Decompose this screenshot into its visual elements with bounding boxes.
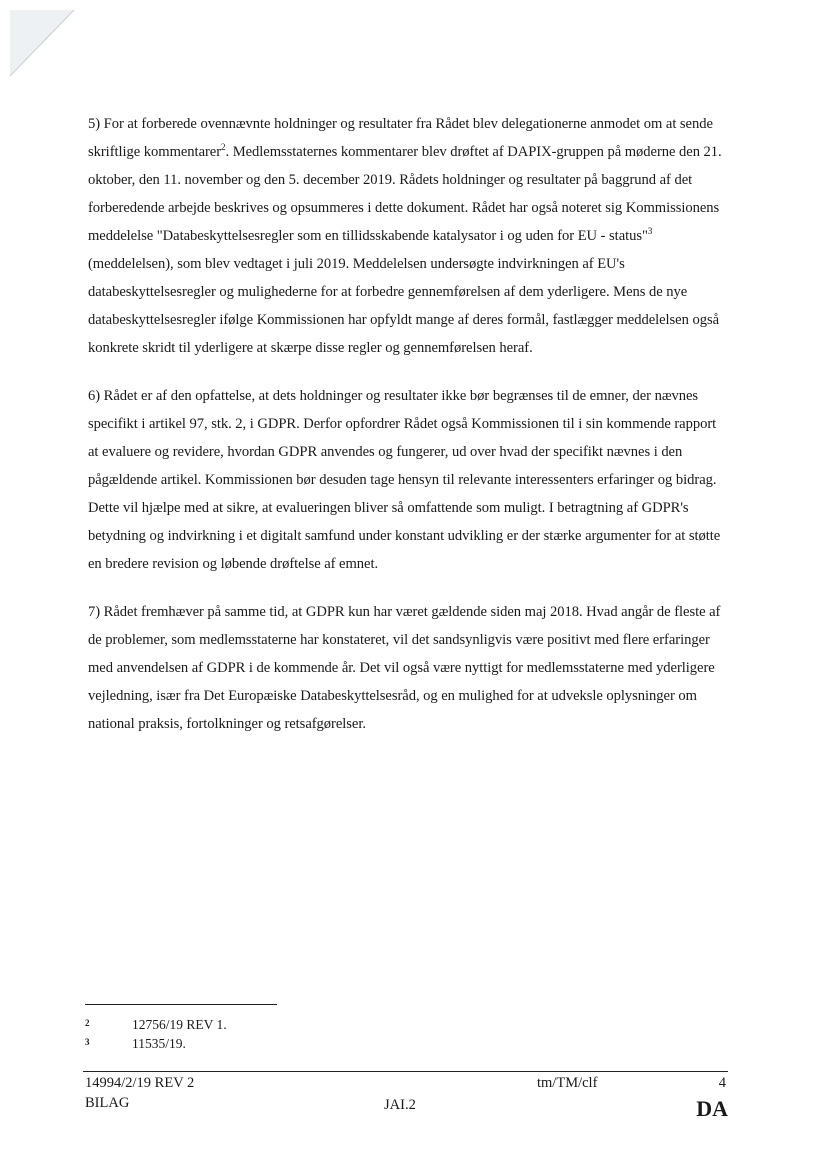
footnote-3 (85, 1032, 186, 1054)
paragraph-5-text-c: (meddelelsen), som blev vedtaget i juli 2019. Meddelelsen undersøgte indvirkningen af EU's databeskyttelsesregler og mulighederne for at forbedre gennemførelsen af dem yderligere. Mens de nye databeskyttelsesregler ifølge Kommissionen har opfyldt mange af deres formål, fastlægger meddelelsen også konkrete skridt til yderligere at skærpe disse regler og gennemførelsen heraf. (88, 256, 720, 356)
footer-separator (83, 1071, 728, 1072)
paragraph-7: 7) Rådet fremhæver på samme tid, at GDPR kun har været gældende siden maj 2018. Hvad angår de fleste af de problemer, som medlemsstaterne har konstateret, vil det sandsynligvis være positivt med flere erfaringer med anvendelsen af GDPR i de kommende år. Det vil også være nyttigt for medlemsstaterne med yderligere vejledning, især fra Det Europæiske Databeskyttelsesråd, og en mulighed for at udveksle oplysninger om national praksis, fortolkninger og retsafgørelser. (88, 604, 721, 732)
footnote-ref-3: 3 (647, 226, 653, 236)
footer-dept: JAI.2 (384, 1097, 416, 1113)
footer-doc-ref: 14994/2/19 REV 2 (85, 1075, 195, 1091)
footer-page-number: 4 (718, 1075, 726, 1091)
paragraph-5-text-b: . Medlemsstaternes kommentarer blev drøftet af DAPIX-gruppen på møderne den 21. oktober, den 11. november og den 5. december 2019. Rådets holdninger og resultater på baggrund af det forberedende arbejde beskrives og opsummeres i dette dokument. Rådet har også noteret sig Kommissionens meddelelse "Databeskyttelsesregler som en tillidsskabende katalysator i og uden for EU - status" (88, 144, 722, 244)
footer-language-code: DA (696, 1096, 728, 1121)
paragraph-6: 6) Rådet er af den opfattelse, at dets holdninger og resultater ikke bør begrænses til de emner, der nævnes specifikt i artikel 97, stk. 2, i GDPR. Derfor opfordrer Rådet også Kommissionen til i sin kommende rapport at evaluere og revidere, hvordan GDPR anvendes og fungerer, ud over hvad der specifikt nævnes i den pågældende artikel. Kommissionen bør desuden tage hensyn til relevante interessenters erfaringer og bidrag. Dette vil hjælpe med at sikre, at evalueringen bliver så omfattende som muligt. I betragtning af GDPR's betydning og indvirkning i et digitalt samfund under konstant udvikling er der stærke argumenter for at støtte en bredere revision og løbende drøftelse af emnet. (88, 388, 721, 572)
footnote-text: 12756/19 REV 1. (132, 1017, 227, 1032)
footer-annex: BILAG (85, 1095, 130, 1111)
document-body (88, 110, 728, 758)
folded-corner-mark (0, 0, 90, 90)
footnote-text: 11535/19. (132, 1036, 186, 1051)
footnote-number: 3 (85, 1037, 90, 1047)
paragraph-5 (88, 110, 728, 362)
footer-initials: tm/TM/clf (537, 1075, 598, 1091)
footnote-separator (85, 1004, 277, 1005)
paragraph-5-text-a: 5) For at forberede ovennævnte holdninger og resultater fra Rådet blev delegationerne anmodet om at sende skriftlige kommentarer (88, 116, 713, 160)
footnote-number: 2 (85, 1018, 90, 1028)
footnote-ref-2: 2 (221, 142, 226, 152)
